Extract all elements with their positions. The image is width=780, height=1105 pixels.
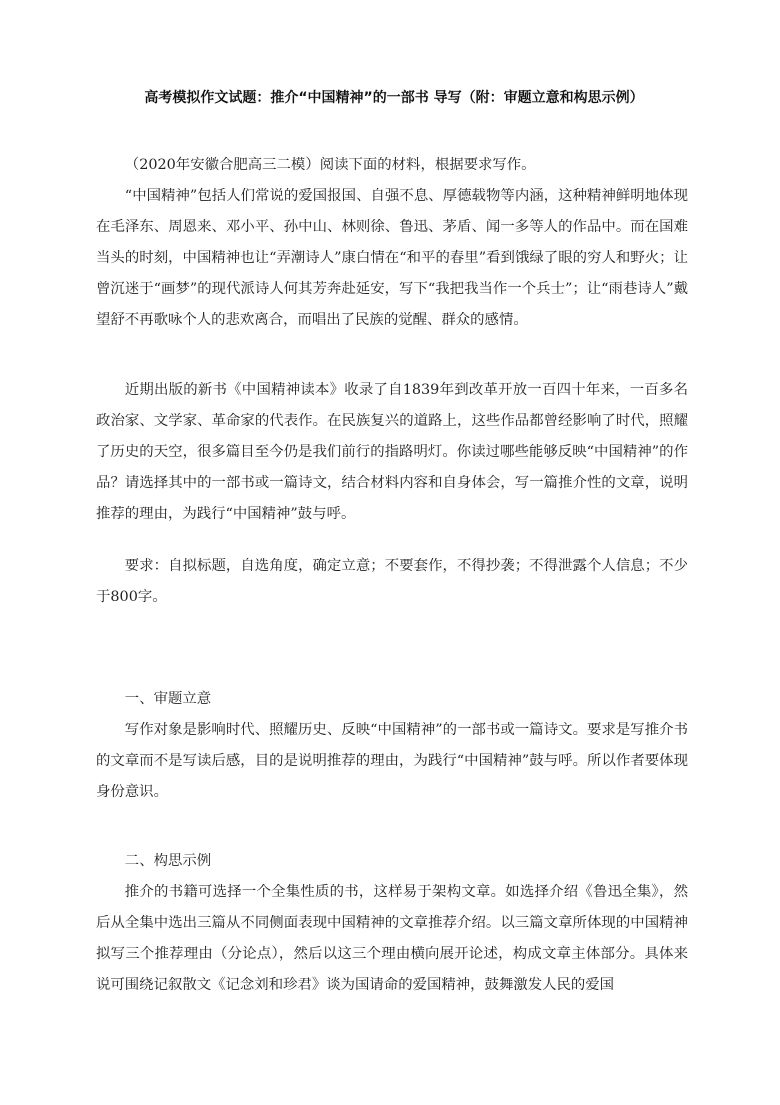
section-text-idea: 推介的书籍可选择一个全集性质的书，这样易于架构文章。如选择介绍《鲁迅全集》，然后从全集中选出三篇从不同侧面表现中国精神的文章推荐介绍。以三篇文章所体现的中国精神拟写三个推荐理由（分论点），然后以这三个理由横向展开论述，构成文章主体部分。具体来说可围绕记叙散文《记念刘和珍君》谈为国请命的爱国精神，鼓舞激发人民的爱国: [96, 884, 688, 993]
section-text-analysis: 写作对象是影响时代、照耀历史、反映“中国精神”的一部书或一篇诗文。要求是写推介书的文章而不是写读后感，目的是说明推荐的理由，为践行“中国精神”鼓与呼。所以作者要体现身份意识。: [96, 722, 688, 800]
document-title: 高考模拟作文试题：推介“中国精神”的一部书 导写（附：审题立意和构思示例）: [144, 90, 644, 106]
section-heading-analysis: 一、审题立意: [124, 691, 212, 707]
material-paragraph-2: 近期出版的新书《中国精神读本》收录了自1839年到改革开放一百四十年来，一百多名政治家、文学家、革命家的代表作。在民族复兴的道路上，这些作品都曾经影响了时代，照耀了历史的天空，很多篇目至今仍是我们前行的指路明灯。你读过哪些能够反映“中国精神”的作品？请选择其中的一部书或一篇诗文，结合材料内容和自身体会，写一篇推介性的文章，说明推荐的理由，为践行“中国精神”鼓与呼。: [96, 382, 688, 522]
requirements-paragraph: 要求：自拟标题，自选角度，确定立意；不要套作，不得抄袭；不得泄露个人信息；不少于800字。: [96, 558, 688, 605]
source-line: （2020年安徽合肥高三二模）阅读下面的材料，根据要求写作。: [124, 157, 536, 173]
material-paragraph-1: “中国精神”包括人们常说的爱国报国、自强不息、厚德载物等内涵，这种精神鲜明地体现在毛泽东、周恩来、邓小平、孙中山、林则徐、鲁迅、茅盾、闻一多等人的作品中。而在国难当头的时刻，中国精神也让“弄潮诗人”康白情在“和平的春里”看到饿绿了眼的穷人和野火；让曾沉迷于“画梦”的现代派诗人何其芳奔赴延安，写下“我把我当作一个兵士”；让“雨巷诗人”戴望舒不再歌咏个人的悲欢离合，而唱出了民族的觉醒、群众的感情。: [96, 188, 688, 328]
section-heading-idea: 二、构思示例: [124, 853, 212, 869]
